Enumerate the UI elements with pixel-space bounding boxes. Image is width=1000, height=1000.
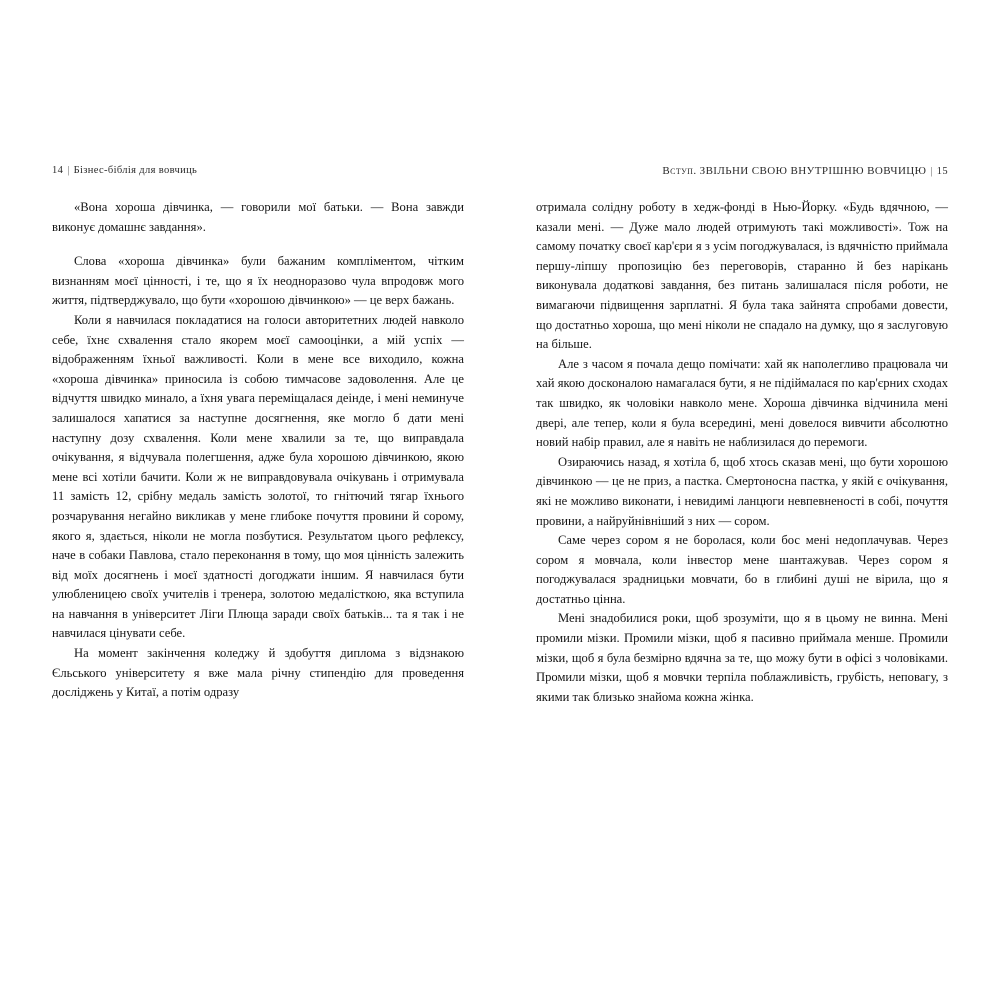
right-page-running-head-title: Вступ. ЗВІЛЬНИ СВОЮ ВНУТРІШНЮ ВОВЧИЦЮ — [662, 165, 927, 177]
paragraph: отримала солідну роботу в хедж-фонді в Нью-Йорку. «Будь вдячною, — казали мені. — Дуже мало людей отримують такі можливості». Тож на самому початку своєї кар'єри я з усім погоджувалася, із вдячністю приймала першу-ліпшу пропозицію без переговорів, старанно й без нарікань виконувала додаткові завдання, без питань залишалася після роботи, не вимагаючи підвищення зарплатні. Я була така зайнята спробами довести, що достатньо хороша, що мені ніколи не спадало на думку, що я заслуговую на більше. — [536, 200, 948, 352]
paragraph: Але з часом я почала дещо помічати: хай як наполегливо працювала чи хай якою досконалою намагалася бути, я не підіймалася по кар'єрних сходах так швидко, як чоловіки навколо мене. Хороша дівчинка відчинила мені двері, але тепер, коли я була всередині, мені довелося вивчити абсолютно новий набір правил, але я навіть не наблизилася до перемоги. — [536, 356, 948, 450]
paragraph: Саме через сором я не боролася, коли бос мені недоплачував. Через сором я мовчала, коли інвестор мене шантажував. Через сором я погоджувалася зрадницьки мовчати, бо в глибині душі не вірила, що я достатньо цінна. — [536, 533, 948, 606]
left-page-folio-separator: | — [67, 165, 70, 176]
left-page-running-head-title: Бізнес-біблія для вовчиць — [73, 165, 198, 176]
left-page-body — [52, 198, 464, 703]
left-page-folio: 14 — [52, 165, 64, 176]
right-page-running-head — [536, 162, 948, 180]
paragraph: «Вона хороша дівчинка, — говорили мої батьки. — Вона завжди виконує домашнє завдання». — [52, 200, 464, 234]
paragraph: Мені знадобилися роки, щоб зрозуміти, що я в цьому не винна. Мені промили мізки. Промили мізки, щоб я пасивно приймала менше. Промили мізки, щоб я була безмірно вдячна за те, що можу бути в офісі з чоловіками. Промили мізки, щоб я мовчки терпіла поблажливість, грубість, неповагу, з якими так близько знайома кожна жінка. — [536, 611, 948, 704]
left-page-running-head — [52, 162, 464, 180]
right-page-folio-separator: | — [930, 166, 933, 177]
paragraph: Коли я навчилася покладатися на голоси авторитетних людей навколо себе, їхнє схвалення стало якорем моєї самооцінки, а мій успіх — відображенням їхньої важливості. Коли в мене все виходило, кожна «хороша дівчинка» приносила із собою тимчасове задоволення. Але це відчуття швидко минало, а їхня увага переміщалася деінде, і мені неминуче залишалося хапатися за наступне досягнення, яке могло б дати мені наступну дозу схвалення. Коли мене хвалили за те, що виправдала очікування, я відчувала полегшення, адже була хорошою дівчинкою, якою мене всі хотіли бачити. Коли ж не виправдовувала очікувань і отримувала 11 замість 12, срібну медаль замість золотої, то гнітючий тягар їхнього розчарування негайно викликав у мене глибоке почуття провини й сорому, якого я, здається, ніколи не могла позбутися. Результатом цього рефлексу, наче в собаки Павлова, стало переконання в тому, що моя цінність залежить від моїх досягнень і моєї здатності догоджати іншим. Я навчилася бути улюбленицею своїх учителів і тренера, золотою медалісткою, яка вступила на навчання в університет Ліги Плюща заради своїх батьків... та я так і не навчилася цінувати себе. — [52, 312, 464, 641]
left-page — [52, 162, 464, 802]
paragraph: На момент закінчення коледжу й здобуття диплома з відзнакою Єльського університету я вже мала річну стипендію для проведення досліджень у Китаї, а потім одразу — [52, 646, 464, 700]
right-page-body — [536, 198, 948, 707]
paragraph: Озираючись назад, я хотіла б, щоб хтось сказав мені, що бути хорошою дівчинкою — це не приз, а пастка. Смертоносна пастка, у якій є очікування, які не можливо виконати, і невидимі ланцюги невпевненості в собі, почуття провини, а найруйнівніший з них — сором. — [536, 454, 948, 528]
paragraph: Слова «хороша дівчинка» були бажаним компліментом, чітким визнанням моєї цінності, і те, що я їх неодноразово чула впродовж мого життя, підтверджувало, що бути «хорошою дівчинкою» — це верх бажань. — [52, 254, 464, 308]
right-page-folio: 15 — [936, 166, 948, 177]
right-page — [536, 162, 948, 802]
